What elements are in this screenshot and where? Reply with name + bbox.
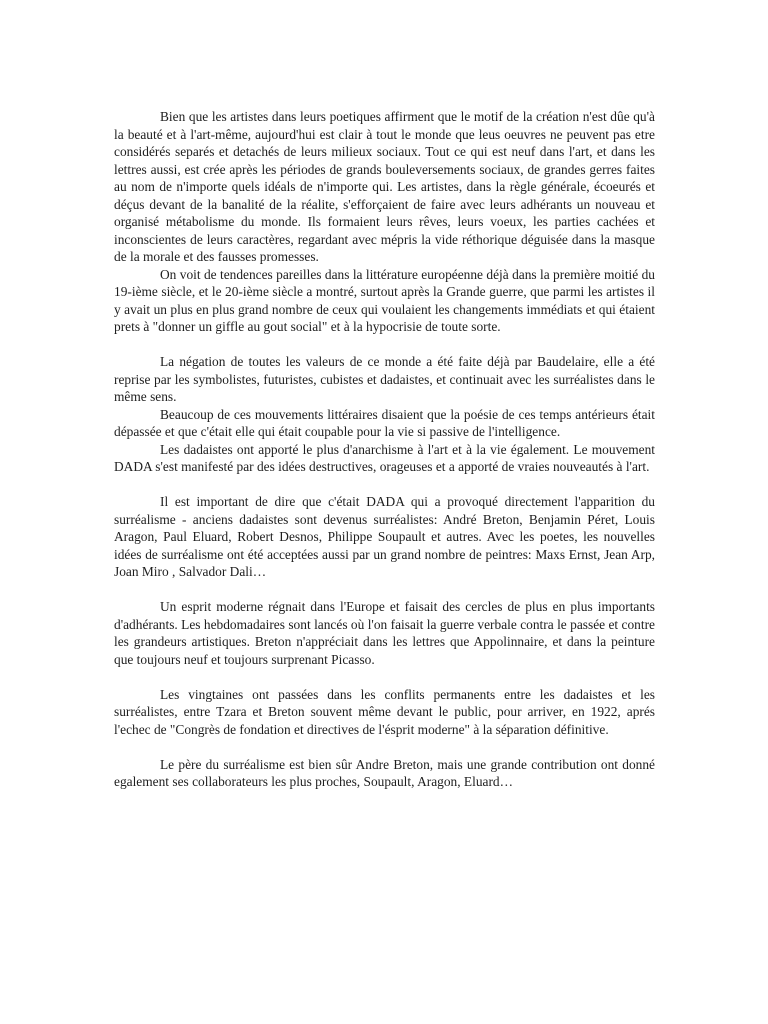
paragraph-negation: La négation de toutes les valeurs de ce monde a été faite déjà par Baudelaire, elle a été reprise par les symbolistes, futuristes, cubistes et dadaistes, et continuait avec les surréalistes dans le même sens. [114,354,655,404]
paragraph-literary-movements: Beaucoup de ces mouvements littéraires disaient que la poésie de ces temps antérieurs était dépassée et que c'était elle qui était coupable pour la vie si passive de l'intelligence. [114,406,655,439]
paragraph-baudelaire-intro: Bien que les artistes dans leurs poetiques affirment que le motif de la création n'est dûe qu'à la beauté et à l'art-même, aujourd'hui est clair à tout le monde que leus oeuvres ne peuvent pas etre considérés separés et detachés de leurs milieux sociaux. Tout ce qui est neuf dans l'art, et dans les lettres aussi, est crée après les périodes de grands bouleversements sociaux, de grandes gerres faites au nom de n'importe quels idéals de n'importe qui. Les artistes, dans la règle générale, écoeurés et déçus devant de la banalité de la réalite, s'efforçaient de faire avec leurs adhérants un nouveau et organisé métabolisme du monde. Ils formaient leurs rêves, leurs voeux, les parties cachées et inconscientes de leurs caractères, regardant avec mépris la vide réthorique déguisée dans la masque de la morale et des fausses promesses. [114,109,655,264]
paragraph-spacer [114,668,655,686]
paragraph-modern-spirit: Un esprit moderne régnait dans l'Europe et faisait des cercles de plus en plus importants d'adhérants. Les hebdomadaires sont lancés où l'on faisait la guerre verbale contra le passée et contre les grandeurs artistiques. Breton n'appréciait dans les lettres que Appolinnaire, et dans la peinture que toujours neuf et toujours surprenant Picasso. [114,599,655,667]
document-page [114,108,655,791]
paragraph-spacer [114,738,655,756]
paragraph-father-of-surrealism: Le père du surréalisme est bien sûr Andre Breton, mais une grande contribution ont donné egalement ses collaborateurs les plus proches, Soupault, Aragon, Eluard… [114,756,655,789]
paragraph-twenties-conflicts: Les vingtaines ont passées dans les conflits permanents entre les dadaistes et les surréalistes, entre Tzara et Breton souvent même devant le public, pour arriver, en 1922, aprés l'echec de "Congrès de fondation et directives de l'ésprit moderne" à la séparation définitive. [114,686,655,737]
paragraph-spacer [114,476,655,494]
paragraph-spacer [114,581,655,599]
paragraph-spacer [114,336,655,354]
paragraph-dadaists: Les dadaistes ont apporté le plus d'anarchisme à l'art et à la vie également. Le mouvement DADA s'est manifesté par des idées destructives, orageuses et a apporté de vraies nouveautés à l'art. [114,441,655,474]
paragraph-dada-surrealism: Il est important de dire que c'était DADA qui a provoqué directement l'apparition du surréalisme - anciens dadaistes sont devenus surréalistes: André Breton, Benjamin Péret, Louis Aragon, Paul Eluard, Robert Desnos, Philippe Soupault et autres. Avec les poetes, les nouvelles idées de surréalisme ont été acceptées aussi par un grand nombre de peintres: Maxs Ernst, Jean Arp, Joan Miro , Salvador Dali… [114,494,655,579]
paragraph-european-tendencies: On voit de tendences pareilles dans la littérature européenne déjà dans la première moitié du 19-ième siècle, et le 20-ième siècle a montré, surtout après la Grande guerre, que parmi les artistes il y avait un plus en plus grand nombre de ceux qui voulaient les changements immédiats et qui étaient prets à "donner un giffle au gout social" et à la hypocrisie de toute sorte. [114,266,655,334]
